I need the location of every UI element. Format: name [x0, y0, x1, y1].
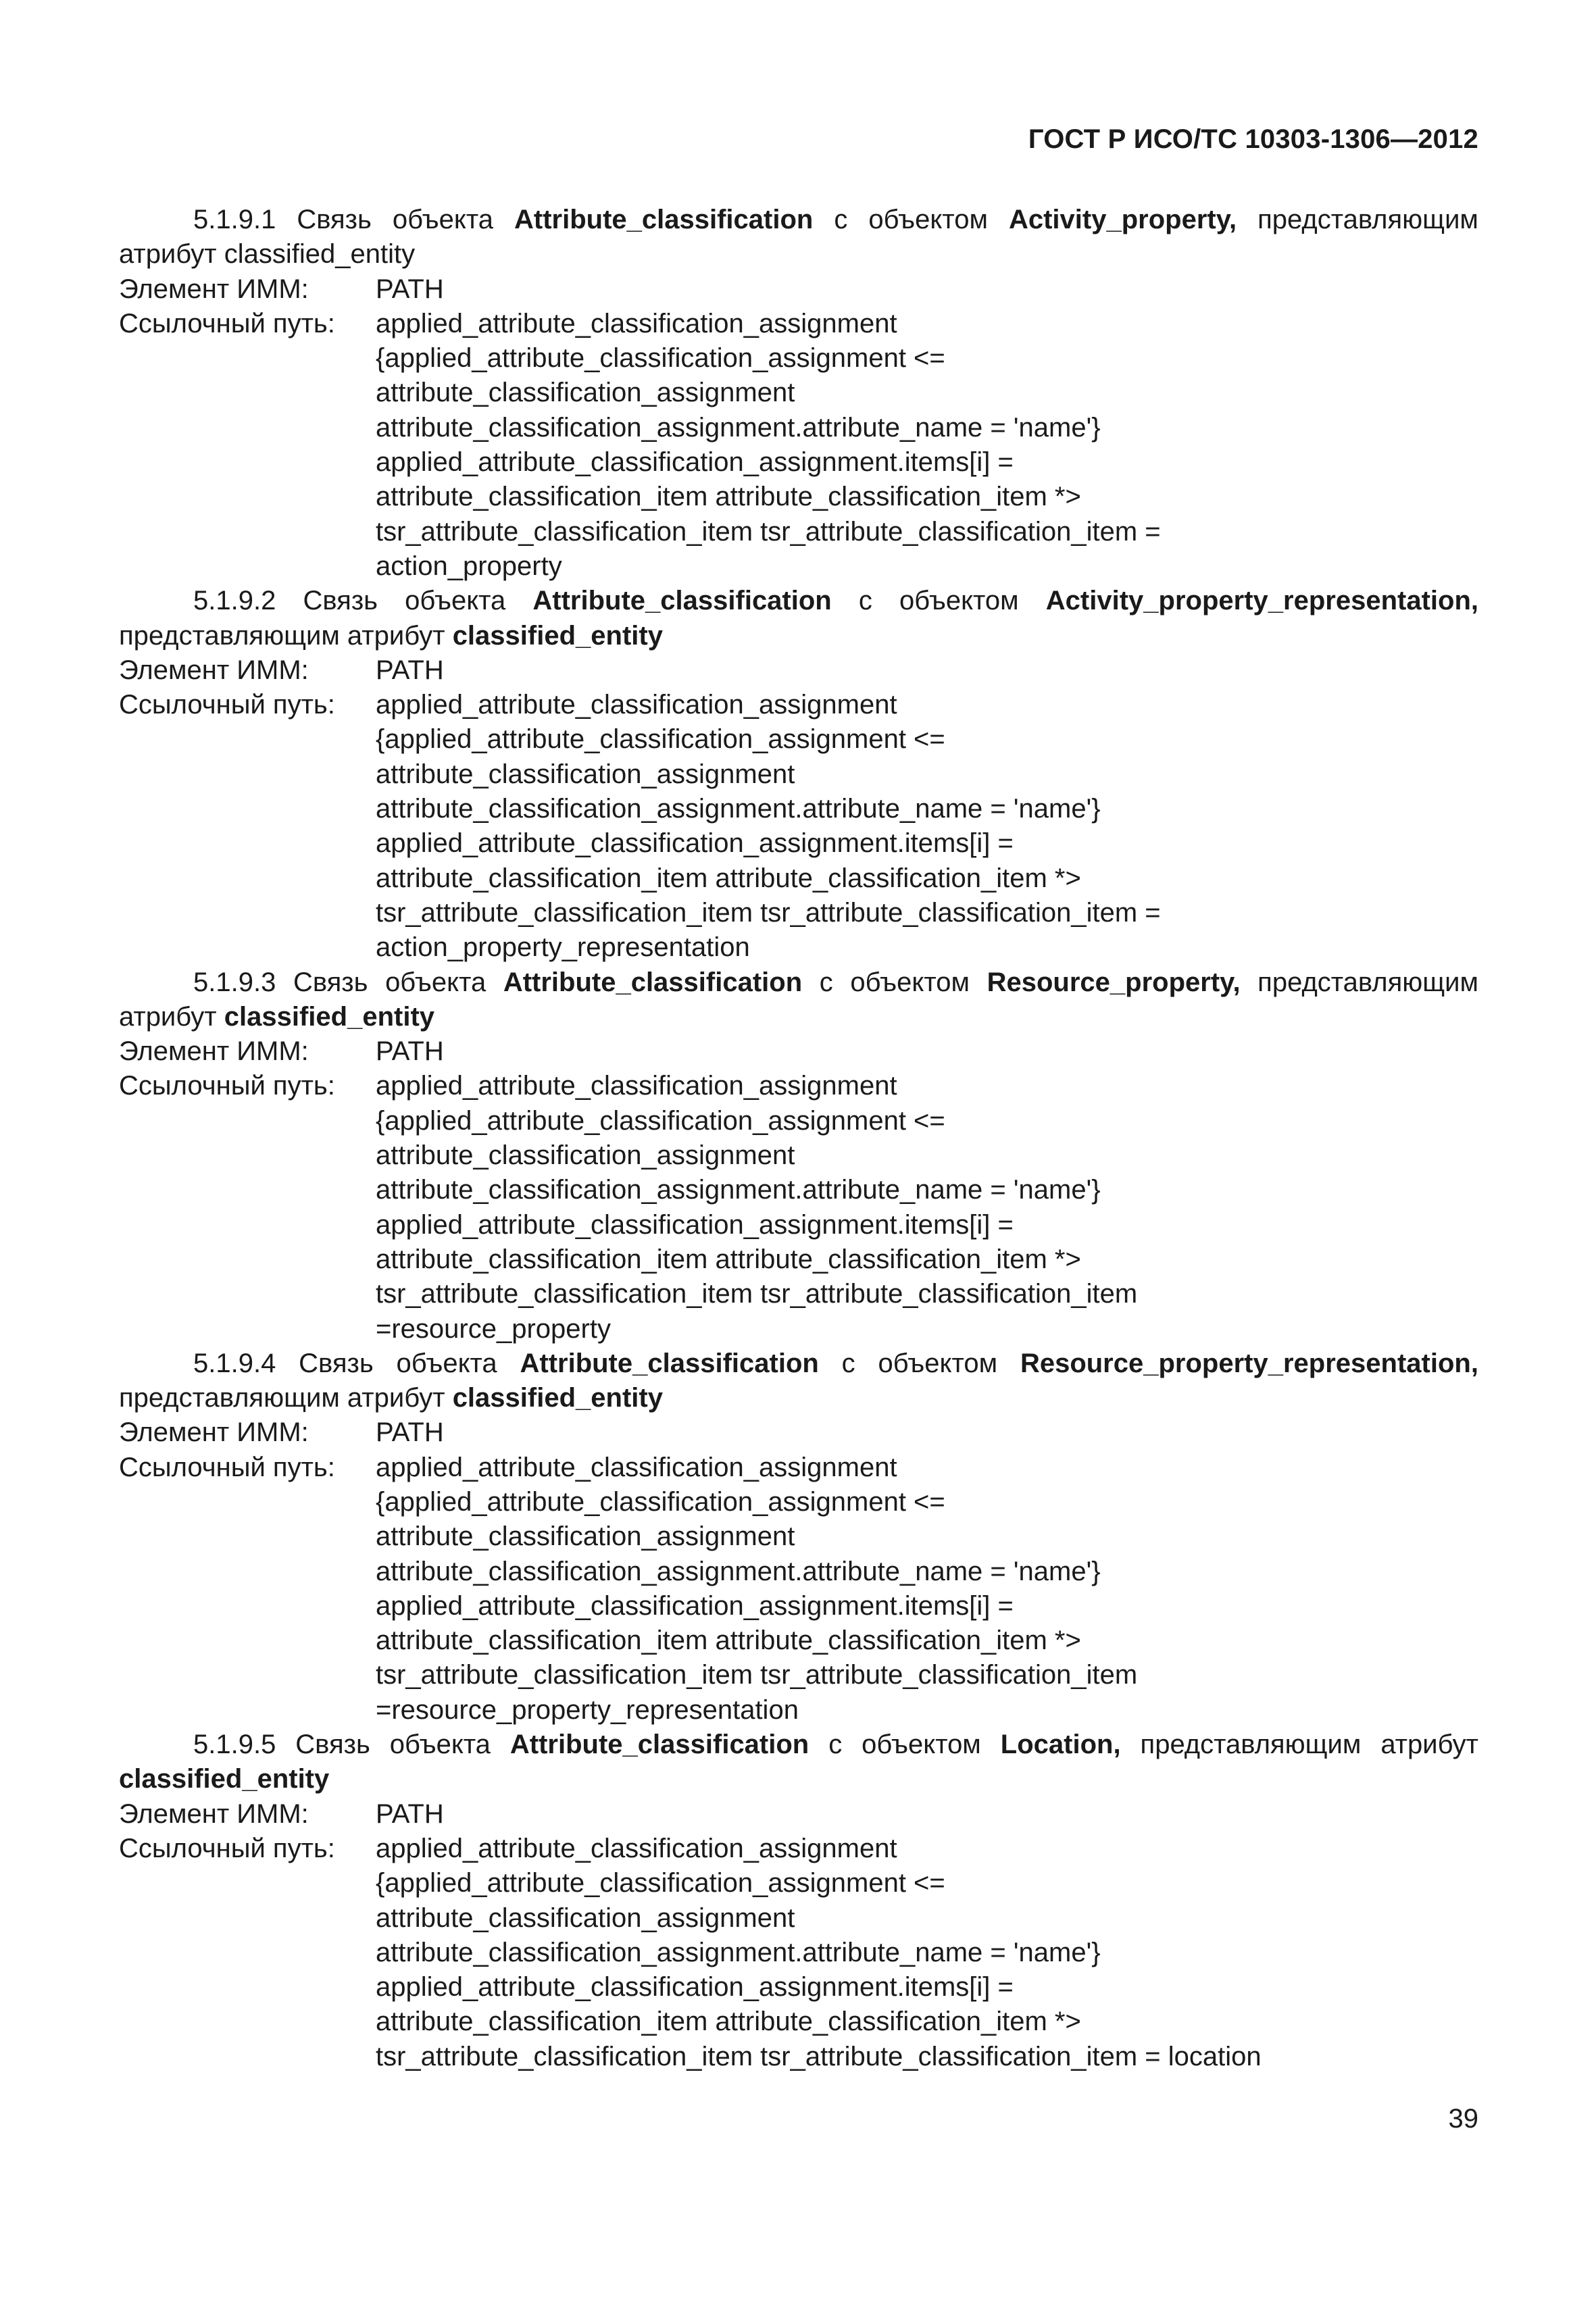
reference-path — [376, 1451, 1478, 1728]
reference-path — [376, 1069, 1478, 1346]
target-entity: Resource_property_representation, — [1020, 1348, 1478, 1378]
path-line: tsr_attribute_classification_item tsr_attribute_classification_item — [376, 1279, 1138, 1309]
target-entity: Activity_property, — [1008, 205, 1237, 234]
path-line: applied_attribute_classification_assignment — [376, 690, 897, 720]
section-number: 5.1.9.4 — [193, 1348, 276, 1378]
element-row — [119, 1797, 1478, 1832]
path-line: attribute_classification_assignment — [376, 1521, 795, 1552]
section-heading — [119, 965, 1478, 1035]
heading-text: представляющим атрибут — [119, 1383, 445, 1413]
path-line: applied_attribute_classification_assignment — [376, 308, 897, 338]
path-line: attribute_classification_item attribute_classification_item *> — [376, 1626, 1081, 1656]
element-row — [119, 1034, 1478, 1069]
heading-text: Связь объекта — [295, 1730, 491, 1760]
path-line: =resource_property_representation — [376, 1694, 799, 1725]
heading-text: Связь объекта — [297, 205, 493, 234]
path-line: attribute_classification_item attribute_classification_item *> — [376, 863, 1081, 893]
path-line: applied_attribute_classification_assignment.items[i] = — [376, 1209, 1014, 1240]
reference-path-label: Ссылочный путь: — [119, 1071, 335, 1101]
document-body — [119, 203, 1478, 2074]
element-label: Элемент ИММ: — [119, 1036, 309, 1067]
reference-path-label: Ссылочный путь: — [119, 1833, 335, 1863]
path-line: applied_attribute_classification_assignment.items[i] = — [376, 1590, 1014, 1621]
path-line: {applied_attribute_classification_assignment <= — [376, 1868, 945, 1898]
path-line: applied_attribute_classification_assignment.items[i] = — [376, 828, 1014, 859]
path-line: attribute_classification_item attribute_classification_item *> — [376, 482, 1081, 512]
element-label: Элемент ИММ: — [119, 1417, 309, 1448]
reference-path-row — [119, 688, 1478, 965]
path-line: attribute_classification_assignment — [376, 378, 795, 408]
heading-text: с объектом — [834, 205, 988, 234]
reference-path-row — [119, 307, 1478, 584]
source-entity: Attribute_classification — [514, 205, 814, 234]
path-line: applied_attribute_classification_assignment — [376, 1071, 897, 1101]
reference-path — [376, 1832, 1478, 2074]
path-line: attribute_classification_assignment.attribute_name = 'name'} — [376, 794, 1101, 824]
section-number: 5.1.9.1 — [193, 205, 276, 234]
path-line: applied_attribute_classification_assignment.items[i] = — [376, 1972, 1014, 2003]
path-line: action_property — [376, 551, 562, 581]
element-row — [119, 272, 1478, 307]
path-line: applied_attribute_classification_assignment.items[i] = — [376, 447, 1014, 478]
path-line: attribute_classification_assignment — [376, 759, 795, 789]
path-line: attribute_classification_assignment.attribute_name = 'name'} — [376, 1175, 1101, 1205]
heading-text: представляющим атрибут — [119, 205, 1478, 270]
reference-path — [376, 688, 1478, 965]
path-line: {applied_attribute_classification_assignment <= — [376, 1105, 945, 1136]
element-row — [119, 1415, 1478, 1450]
path-line: tsr_attribute_classification_item tsr_attribute_classification_item = — [376, 897, 1161, 928]
heading-text: с объектом — [841, 1348, 998, 1378]
path-line: attribute_classification_assignment.attribute_name = 'name'} — [376, 412, 1101, 443]
element-value: PATH — [376, 1036, 444, 1067]
heading-text: с объектом — [858, 586, 1019, 616]
heading-text: с объектом — [819, 967, 970, 997]
path-line: attribute_classification_assignment — [376, 1140, 795, 1171]
reference-path-label: Ссылочный путь: — [119, 690, 335, 720]
target-entity: Location, — [1000, 1730, 1121, 1760]
section — [119, 203, 1478, 584]
path-line: attribute_classification_assignment — [376, 1903, 795, 1933]
target-entity: Resource_property, — [987, 967, 1241, 997]
section — [119, 1347, 1478, 1728]
page-number: 39 — [1448, 2104, 1478, 2134]
reference-path-label: Ссылочный путь: — [119, 1452, 335, 1482]
path-line: {applied_attribute_classification_assignment <= — [376, 724, 945, 755]
element-value: PATH — [376, 1417, 444, 1448]
heading-text: Связь объекта — [293, 967, 487, 997]
reference-path-label: Ссылочный путь: — [119, 308, 335, 338]
element-label: Элемент ИММ: — [119, 1799, 309, 1829]
section-heading — [119, 1347, 1478, 1416]
element-value: PATH — [376, 1799, 444, 1829]
reference-path-row — [119, 1451, 1478, 1728]
section-number: 5.1.9.3 — [193, 967, 276, 997]
attribute-name: classified_entity — [452, 620, 663, 651]
element-label: Элемент ИММ: — [119, 655, 309, 685]
path-line: attribute_classification_assignment.attribute_name = 'name'} — [376, 1937, 1101, 1967]
reference-path-row — [119, 1069, 1478, 1346]
section-heading — [119, 1728, 1478, 1797]
element-row — [119, 653, 1478, 688]
path-line: {applied_attribute_classification_assignment <= — [376, 1486, 945, 1517]
attribute-name: classified_entity — [224, 1001, 435, 1032]
heading-text: с объектом — [828, 1730, 981, 1760]
attribute-name: classified_entity — [224, 239, 416, 270]
element-value: PATH — [376, 655, 444, 685]
source-entity: Attribute_classification — [509, 1730, 809, 1760]
attribute-name: classified_entity — [119, 1764, 330, 1794]
attribute-name: classified_entity — [452, 1383, 663, 1413]
section — [119, 1728, 1478, 2074]
path-line: applied_attribute_classification_assignment — [376, 1833, 897, 1863]
source-entity: Attribute_classification — [503, 967, 803, 997]
target-entity: Activity_property_representation, — [1045, 586, 1478, 616]
element-label: Элемент ИММ: — [119, 274, 309, 304]
path-line: =resource_property — [376, 1313, 611, 1344]
heading-text: представляющим атрибут — [119, 620, 445, 651]
element-value: PATH — [376, 274, 444, 304]
path-line: attribute_classification_assignment.attribute_name = 'name'} — [376, 1556, 1101, 1586]
path-line: attribute_classification_item attribute_classification_item *> — [376, 2007, 1081, 2037]
heading-text: Связь объекта — [299, 1348, 497, 1378]
reference-path — [376, 307, 1478, 584]
path-line: tsr_attribute_classification_item tsr_attribute_classification_item — [376, 1660, 1138, 1690]
section-number: 5.1.9.2 — [193, 586, 276, 616]
heading-text: представляющим атрибут — [119, 967, 1478, 1032]
source-entity: Attribute_classification — [532, 586, 832, 616]
path-line: {applied_attribute_classification_assignment <= — [376, 343, 945, 374]
document-header: ГОСТ Р ИСО/ТС 10303-1306—2012 — [1028, 124, 1478, 154]
path-line: tsr_attribute_classification_item tsr_attribute_classification_item = location — [376, 2041, 1262, 2071]
section — [119, 584, 1478, 965]
heading-text: Связь объекта — [303, 586, 506, 616]
path-line: attribute_classification_item attribute_classification_item *> — [376, 1244, 1081, 1274]
reference-path-row — [119, 1832, 1478, 2074]
path-line: tsr_attribute_classification_item tsr_attribute_classification_item = — [376, 516, 1161, 547]
source-entity: Attribute_classification — [520, 1348, 819, 1378]
path-line: action_property_representation — [376, 932, 750, 963]
section — [119, 965, 1478, 1347]
section-heading — [119, 203, 1478, 272]
path-line: applied_attribute_classification_assignment — [376, 1452, 897, 1482]
section-number: 5.1.9.5 — [193, 1730, 276, 1760]
heading-text: представляющим атрибут — [1140, 1730, 1478, 1760]
section-heading — [119, 584, 1478, 653]
